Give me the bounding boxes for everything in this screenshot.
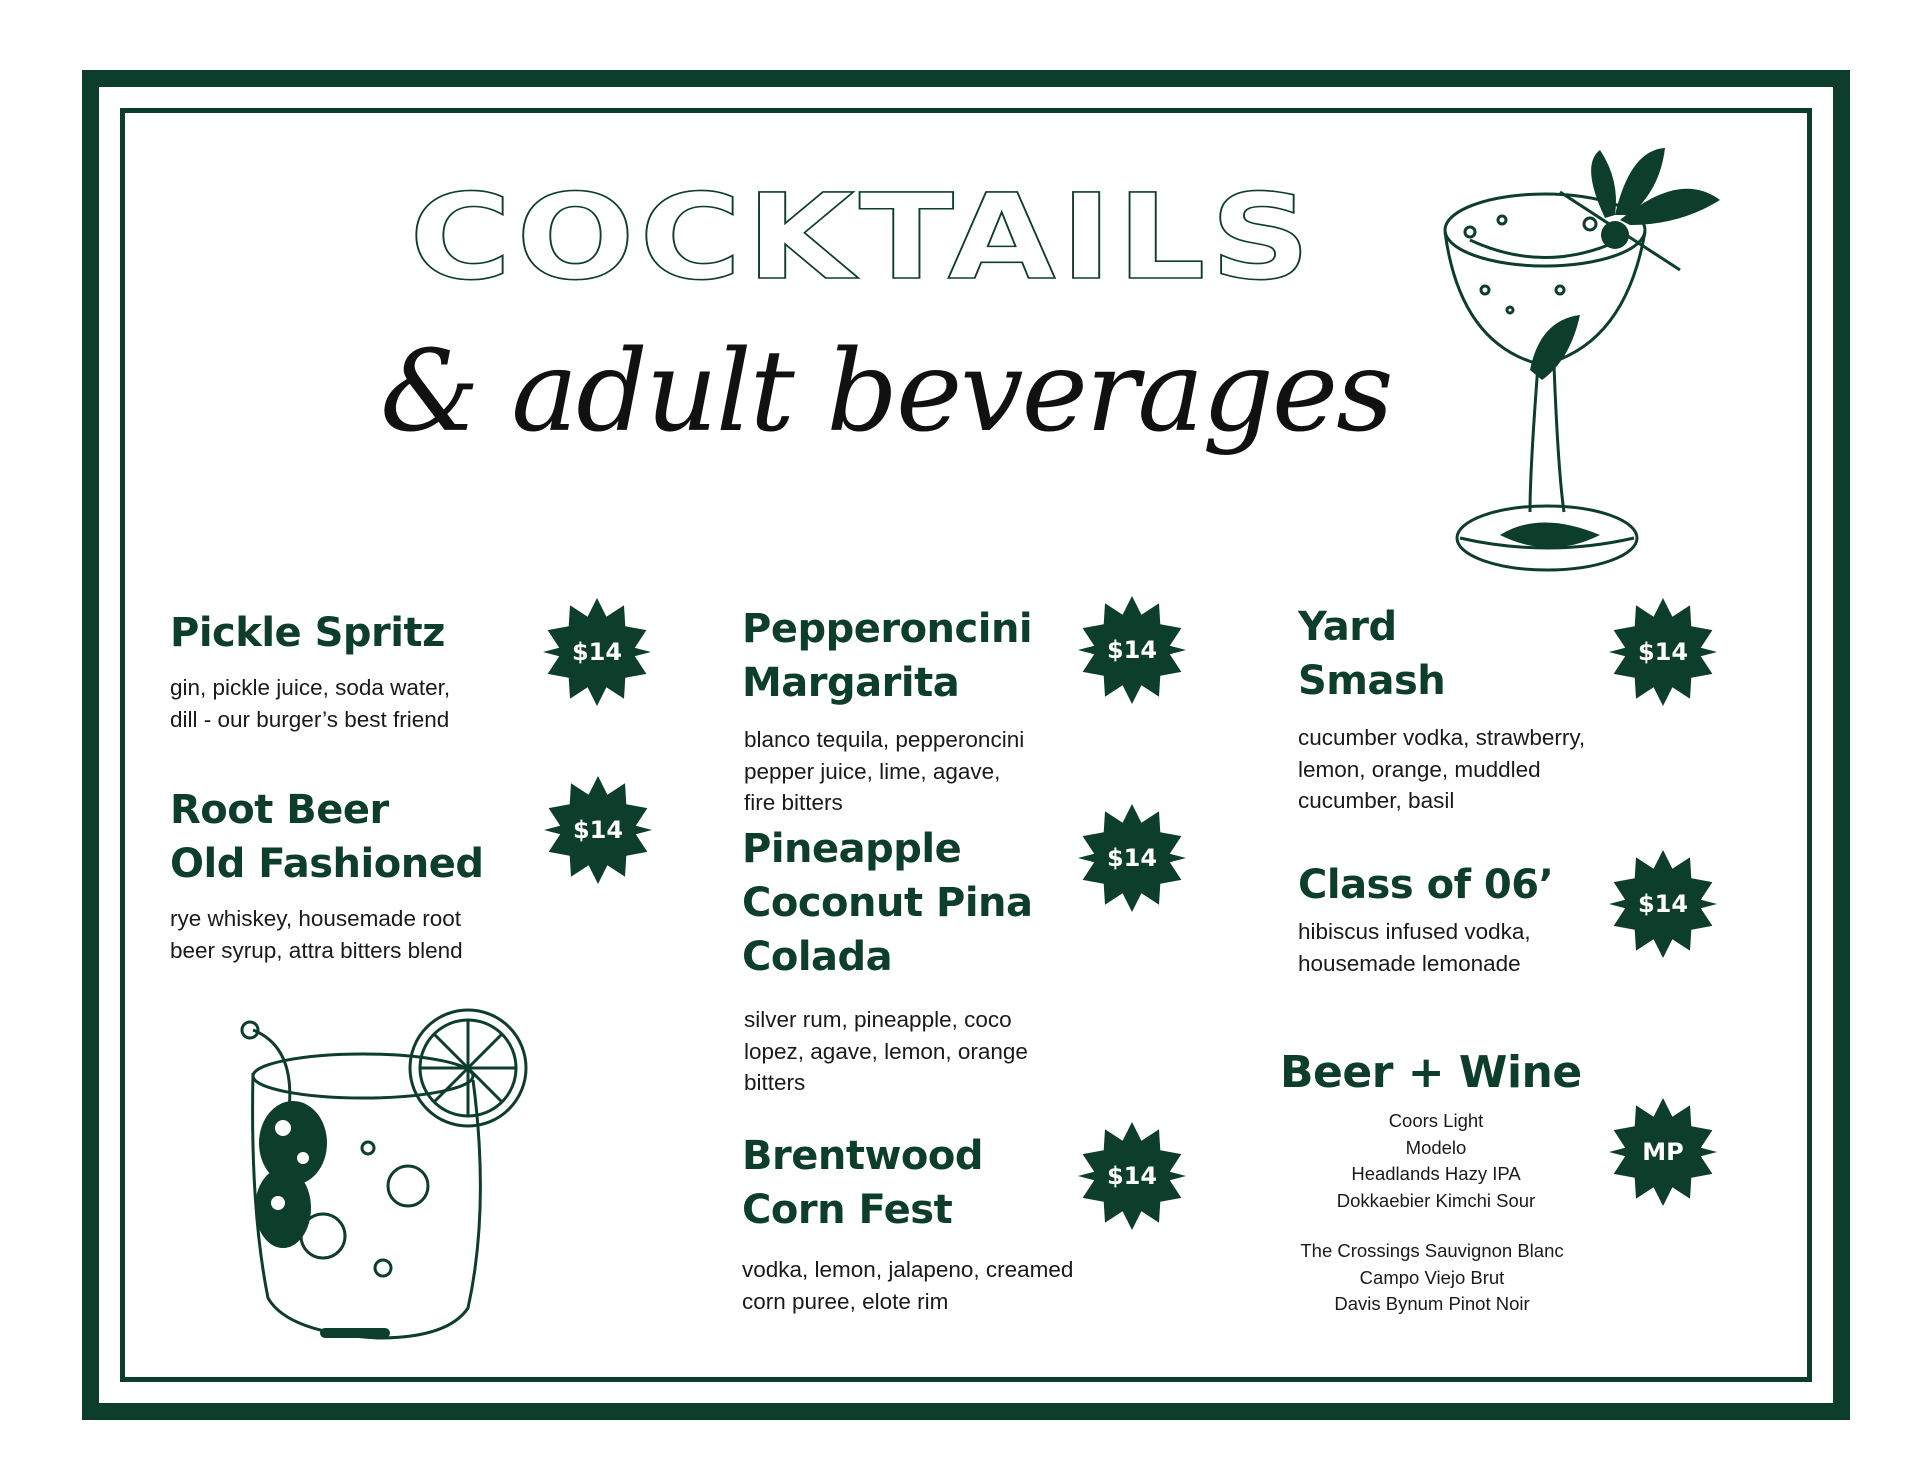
wine-list: The Crossings Sauvignon Blanc Campo Viejo Brut Davis Bynum Pinot Noir [1300,1240,1564,1314]
item-desc-pickle-spritz: gin, pickle juice, soda water, dill - our burger’s best friend [170,675,451,732]
item-desc-pineapple-coconut-pina-colada: silver rum, pineapple, coco lopez, agave, lemon, orange bitters [744,1007,1028,1095]
item-desc-class-of-06: hibiscus infused vodka, housemade lemonade [1298,919,1531,976]
price-badge-yard-smash: $14 [1609,598,1717,706]
menu-subtitle: & adult beverages [380,327,1392,457]
item-name-pepperoncini-margarita: Pepperoncini Margarita [742,606,1033,706]
item-name-brentwood-corn-fest: Brentwood Corn Fest [742,1133,983,1233]
rocks-glass-with-cherry-and-lime-icon [228,1008,558,1348]
item-name-root-beer-old-fashioned: Root Beer Old Fashioned [170,787,484,887]
price-badge-pineapple-coconut-pina-colada: $14 [1078,804,1186,912]
item-name-pineapple-coconut-pina-colada: Pineapple Coconut Pina Colada [742,826,1033,980]
menu-title: COCKTAILS [409,168,1316,306]
price-badge-beer-wine: MP [1609,1098,1717,1206]
item-name-class-of-06: Class of 06’ [1298,862,1554,908]
beer-list: Coors Light Modelo Headlands Hazy IPA Dokkaebier Kimchi Sour [1336,1110,1536,1211]
price-badge-pepperoncini-margarita: $14 [1078,596,1186,704]
item-name-yard-smash: Yard Smash [1298,604,1446,704]
item-desc-root-beer-old-fashioned: rye whiskey, housemade root beer syrup, attra bitters blend [170,906,463,963]
beer-wine-title: Beer + Wine [1280,1047,1582,1098]
item-name-pickle-spritz: Pickle Spritz [170,610,445,656]
price-badge-brentwood-corn-fest: $14 [1078,1122,1186,1230]
price-badge-class-of-06: $14 [1609,850,1717,958]
coupe-cocktail-glass-icon [1430,140,1730,580]
item-desc-yard-smash: cucumber vodka, strawberry, lemon, orange, muddled cucumber, basil [1298,725,1586,813]
price-badge-root-beer-old-fashioned: $14 [544,776,652,884]
price-badge-pickle-spritz: $14 [543,598,651,706]
item-desc-brentwood-corn-fest: vodka, lemon, jalapeno, creamed corn puree, elote rim [742,1257,1074,1314]
item-desc-pepperoncini-margarita: blanco tequila, pepperoncini pepper juice, lime, agave, fire bitters [744,727,1025,815]
